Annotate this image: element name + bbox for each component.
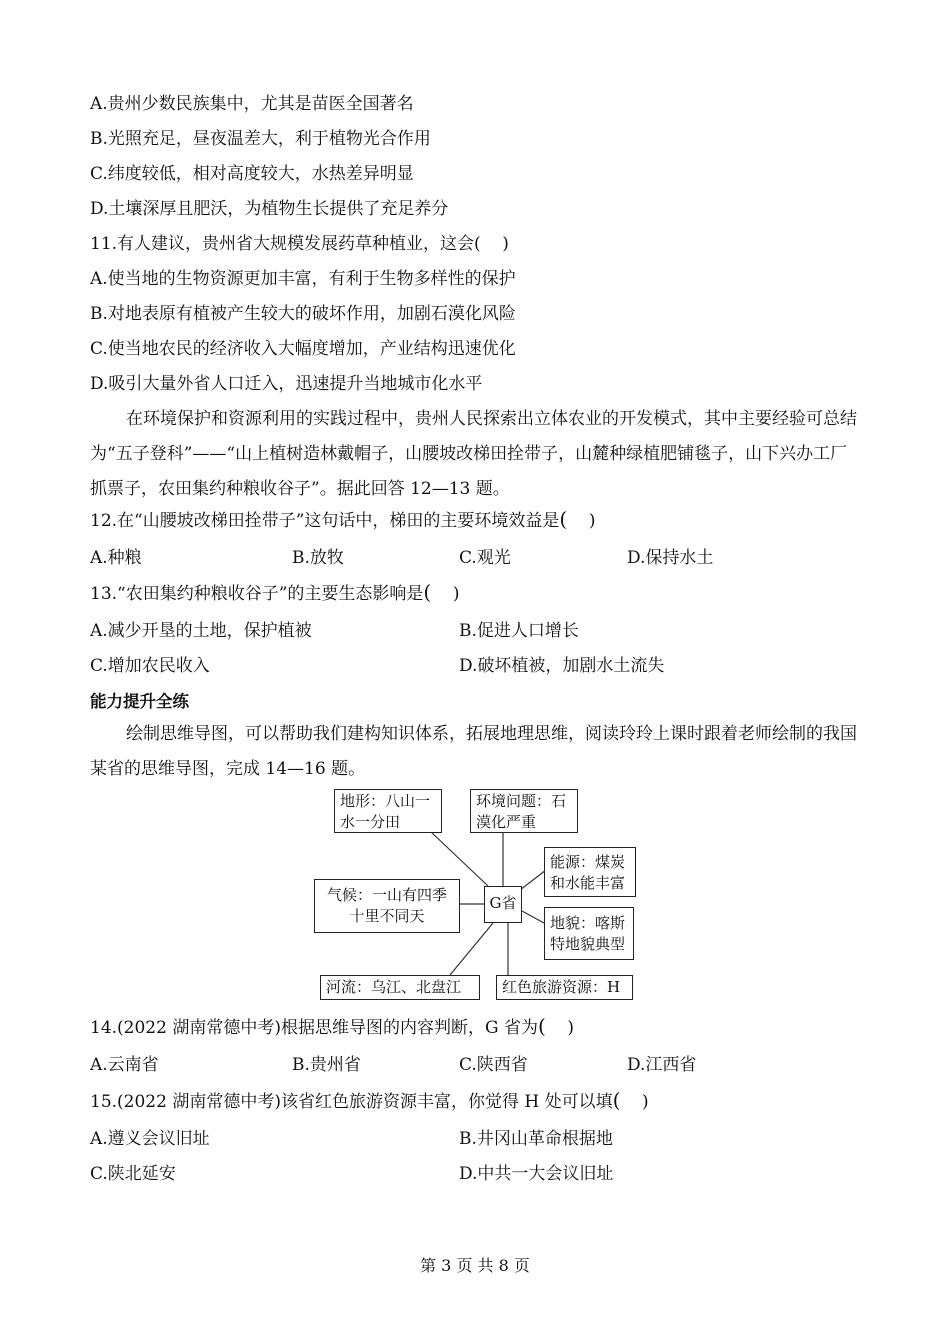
node-terrain	[334, 789, 442, 833]
node-environment-line1: 环境问题：石	[476, 792, 567, 810]
connector-terrain	[430, 831, 488, 886]
q12-option-b: B.放牧	[292, 548, 344, 568]
q12-option-c: C.观光	[459, 548, 511, 568]
node-climate-line2: 十里不同天	[349, 907, 425, 925]
node-energy-line1: 能源：煤炭	[550, 853, 626, 871]
q14-open-paren: (	[537, 1014, 546, 1038]
node-center: G省	[484, 886, 522, 923]
q13-stem-text: 13.“农田集约种粮收谷子”的主要生态影响是	[90, 584, 424, 604]
q15-stem-text: 15.(2022 湖南常德中考)该省红色旅游资源丰富，你觉得 H 处可以填	[90, 1092, 613, 1112]
passage-five-successes	[90, 402, 862, 507]
q11-option-c: C.使当地农民的经济收入大幅度增加，产业结构迅速优化	[90, 339, 516, 359]
q13-open-paren: (	[423, 580, 432, 604]
q15-stem	[90, 1090, 649, 1114]
q11-option-a: A.使当地的生物资源更加丰富，有利于生物多样性的保护	[90, 269, 516, 289]
q14-option-d: D.江西省	[627, 1055, 697, 1075]
node-environment-line2: 漠化严重	[476, 813, 537, 831]
q14-stem	[90, 1016, 574, 1040]
q12-open-paren: (	[559, 507, 568, 531]
q15-option-b: B.井冈山革命根据地	[459, 1129, 613, 1149]
connector-landform	[522, 911, 544, 923]
node-environment	[470, 789, 578, 833]
q14-option-c: C.陕西省	[459, 1055, 528, 1075]
q15-open-paren: (	[612, 1088, 621, 1112]
q12-stem	[90, 509, 595, 533]
mind-map-diagram	[300, 783, 650, 1003]
q10-option-b: B.光照充足，昼夜温差大，利于植物光合作用	[90, 129, 431, 149]
q13-option-c: C.增加农民收入	[90, 656, 210, 676]
node-red-tourism: 红色旅游资源：H	[496, 975, 633, 1000]
node-landform-line1: 地貌：喀斯	[550, 914, 626, 932]
q15-answer-blank: )	[620, 1092, 649, 1112]
passage-mindmap-intro-text: 绘制思维导图，可以帮助我们建构知识体系，拓展地理思维，阅读玲玲上课时跟着老师绘制的我国某省的思维导图，完成 14—16 题。	[90, 724, 857, 779]
q12-stem-text: 12.在“山腰坡改梯田拴带子”这句话中，梯田的主要环境效益是	[90, 511, 560, 531]
q11-answer-blank: )	[480, 234, 509, 254]
q11-option-d: D.吸引大量外省人口迁入，迅速提升当地城市化水平	[90, 374, 483, 394]
node-energy-line2: 和水能丰富	[550, 874, 626, 892]
q11-stem-text: 11.有人建议，贵州省大规模发展药草种植业，这会(	[90, 234, 481, 254]
q13-option-d: D.破坏植被，加剧水土流失	[459, 656, 665, 676]
node-terrain-line1: 地形：八山一	[340, 792, 431, 810]
node-river: 河流：乌江、北盘江	[320, 975, 480, 1000]
q12-option-d: D.保持水土	[627, 548, 714, 568]
q13-option-b: B.促进人口增长	[459, 621, 579, 641]
node-terrain-line2: 水一分田	[340, 813, 401, 831]
q13-answer-blank: )	[431, 584, 460, 604]
q13-stem	[90, 582, 459, 606]
node-landform-line2: 特地貌典型	[550, 935, 626, 953]
q10-option-d: D.土壤深厚且肥沃，为植物生长提供了充足养分	[90, 199, 449, 219]
q15-option-d: D.中共一大会议旧址	[459, 1164, 614, 1184]
q11-stem	[90, 232, 509, 256]
q10-option-a: A.贵州少数民族集中，尤其是苗医全国著名	[90, 94, 414, 114]
passage-mindmap-intro	[90, 717, 862, 787]
q13-option-a: A.减少开垦的土地，保护植被	[90, 621, 312, 641]
q14-answer-blank: )	[545, 1018, 575, 1038]
q14-stem-text: 14.(2022 湖南常德中考)根据思维导图的内容判断，G 省为	[90, 1018, 538, 1038]
q11-option-b: B.对地表原有植被产生较大的破坏作用，加剧石漠化风险	[90, 304, 516, 324]
q14-option-a: A.云南省	[90, 1055, 159, 1075]
node-climate-line1: 气候：一山有四季	[326, 886, 447, 904]
connector-energy	[520, 870, 546, 890]
page-footer: 第 3 页 共 8 页	[420, 1256, 530, 1275]
node-climate	[314, 879, 460, 933]
q10-option-c: C.纬度较低，相对高度较大，水热差异明显	[90, 164, 414, 184]
passage-five-successes-text: 在环境保护和资源利用的实践过程中，贵州人民探索出立体农业的开发模式，其中主要经验可总结为“五子登科”——“山上植树造林戴帽子，山腰坡改梯田拴带子，山麓种绿植肥铺毯子，山下兴办工厂抓票子，农田集约种粮收谷子”。据此回答 12—13 题。	[90, 409, 857, 499]
q15-option-a: A.遵义会议旧址	[90, 1129, 210, 1149]
node-landform	[544, 907, 634, 960]
node-energy	[544, 847, 636, 897]
q12-answer-blank: )	[567, 511, 596, 531]
q15-option-c: C.陕北延安	[90, 1164, 176, 1184]
q14-option-b: B.贵州省	[292, 1055, 361, 1075]
q12-option-a: A.种粮	[90, 548, 142, 568]
section-title: 能力提升全练	[90, 692, 189, 711]
